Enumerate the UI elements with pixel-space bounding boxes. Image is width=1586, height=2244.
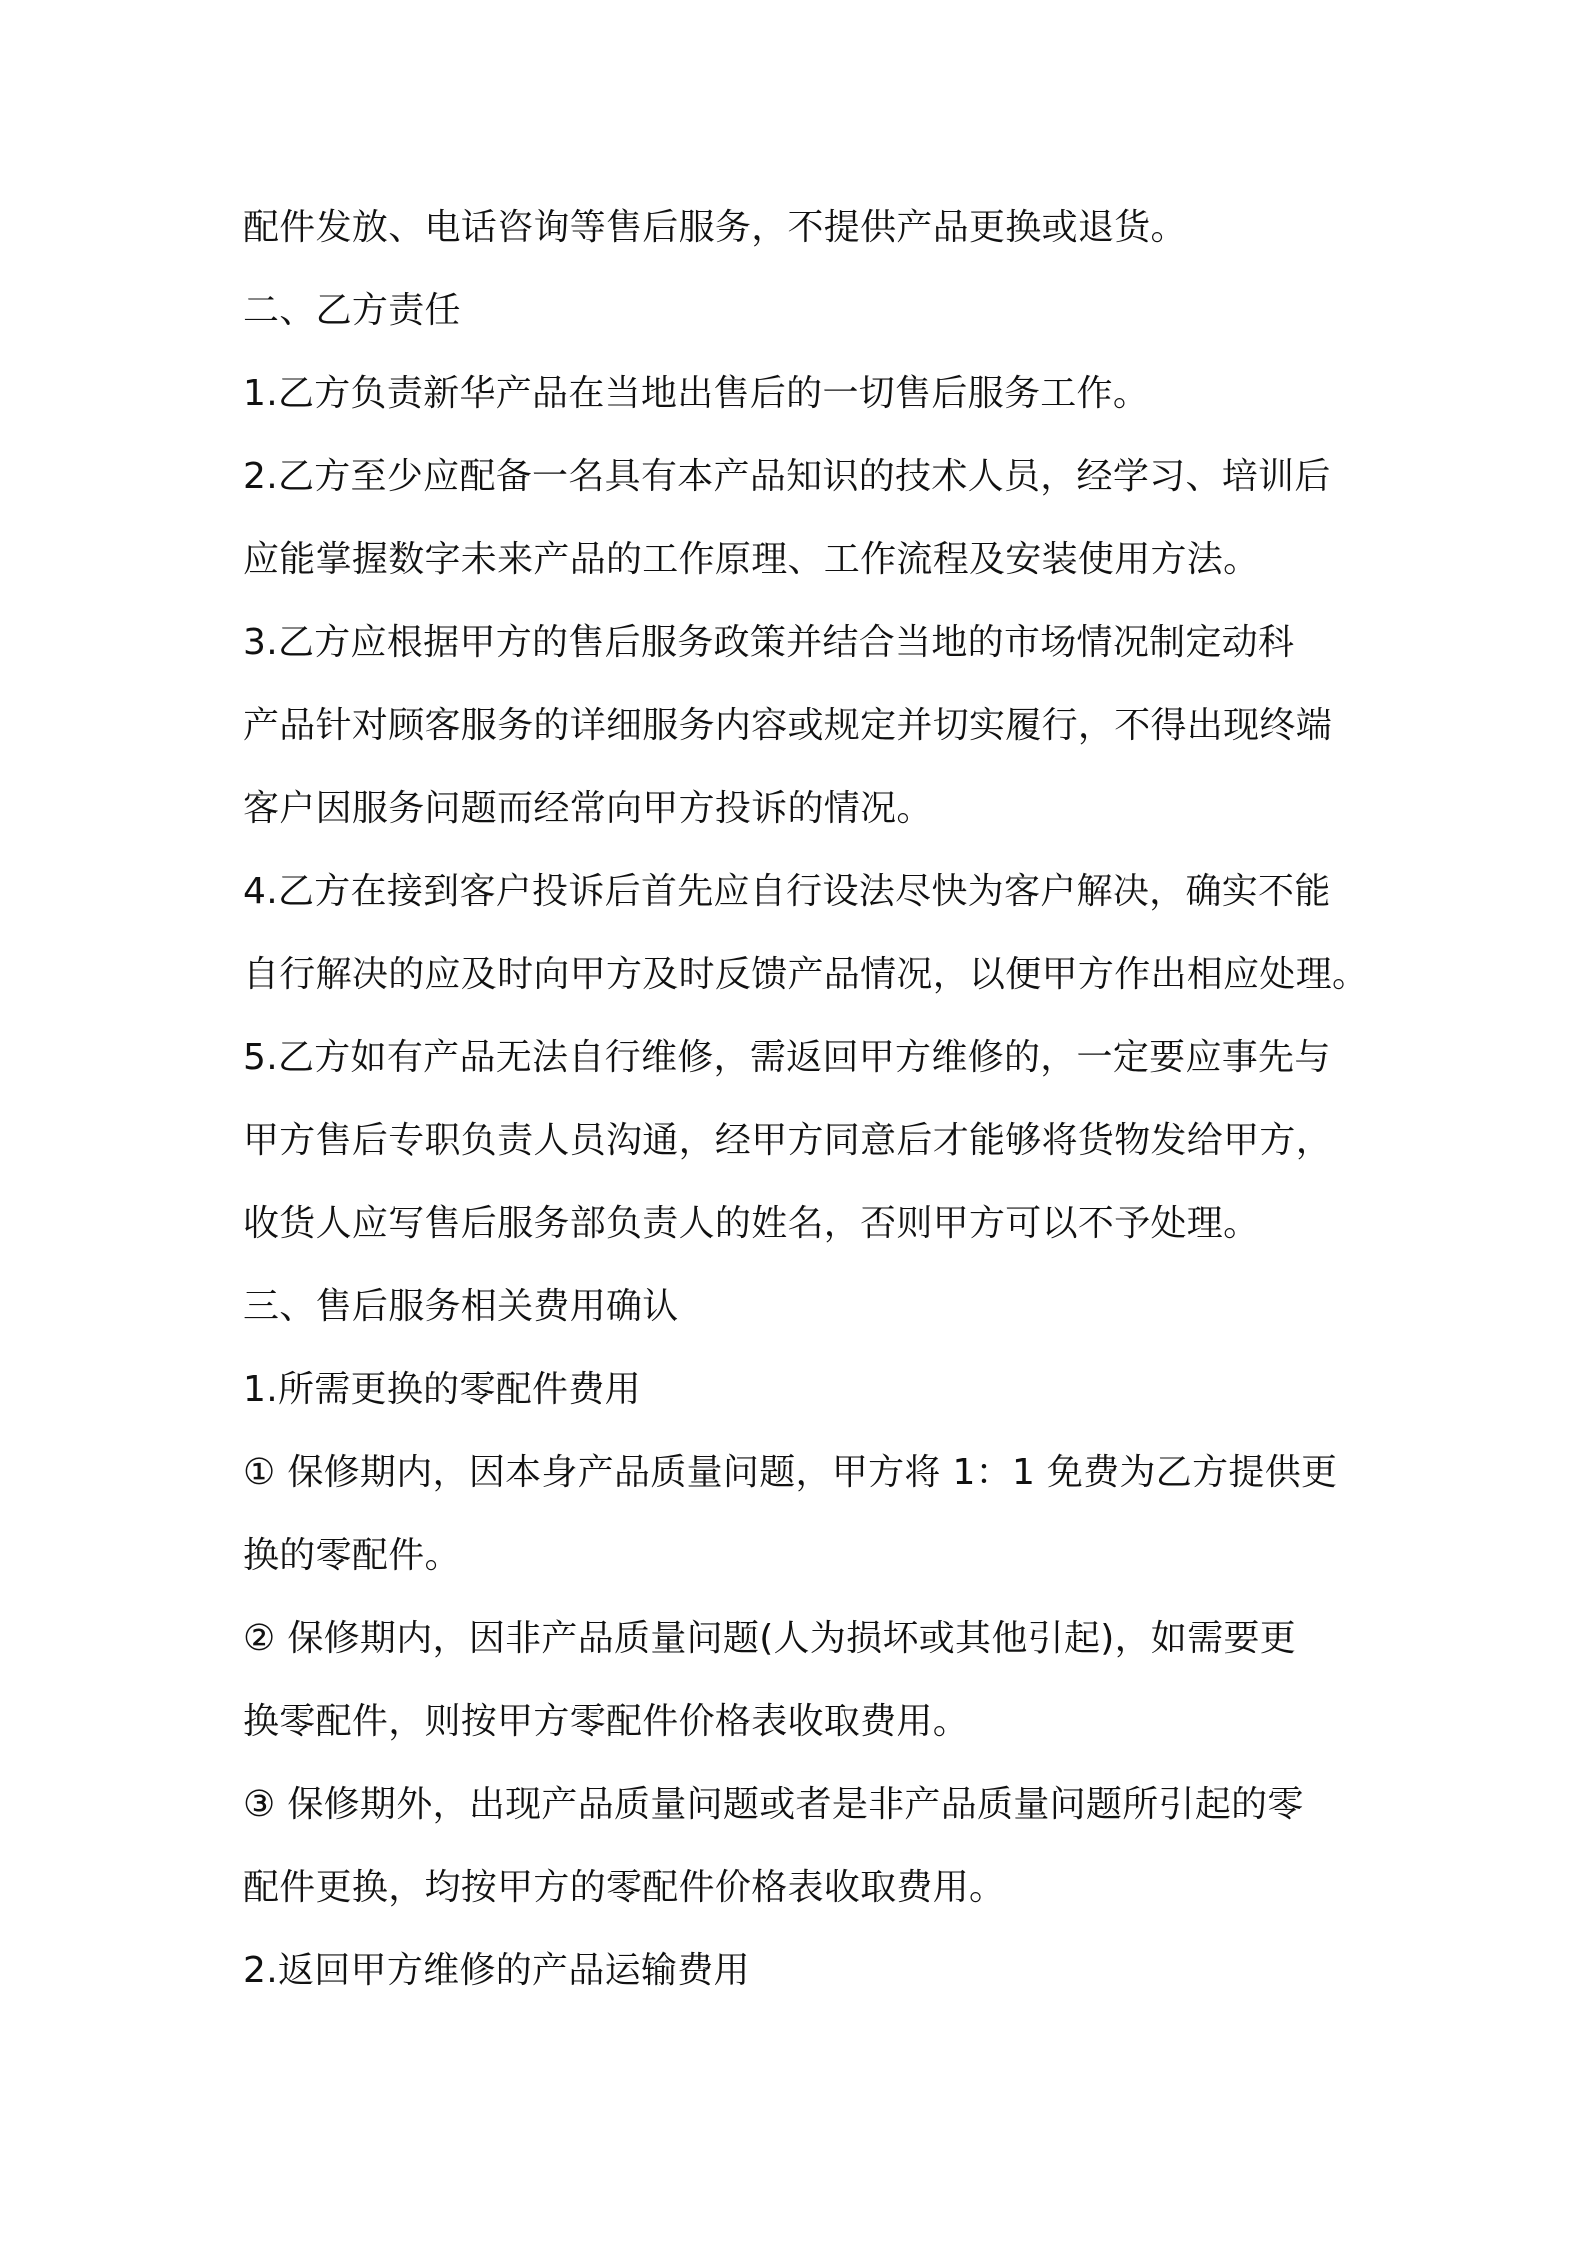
text-line: 2.乙方至少应配备一名具有本产品知识的技术人员，经学习、培训后 xyxy=(243,456,1331,497)
text-line: 4.乙方在接到客户投诉后首先应自行设法尽快为客户解决，确实不能 xyxy=(243,871,1331,912)
text-line: 换的零配件。 xyxy=(243,1535,461,1576)
text-line: ③ 保修期外，出现产品质量问题或者是非产品质量问题所引起的零 xyxy=(243,1784,1304,1825)
text-line: 应能掌握数字未来产品的工作原理、工作流程及安装使用方法。 xyxy=(243,539,1260,580)
section-heading: 二、乙方责任 xyxy=(243,290,461,331)
text-line: 配件发放、电话咨询等售后服务，不提供产品更换或退货。 xyxy=(243,207,1187,248)
text-line: 3.乙方应根据甲方的售后服务政策并结合当地的市场情况制定动科 xyxy=(243,622,1295,663)
text-line: 1.所需更换的零配件费用 xyxy=(243,1369,641,1410)
text-line: 产品针对顾客服务的详细服务内容或规定并切实履行，不得出现终端 xyxy=(243,705,1333,746)
text-line: 甲方售后专职负责人员沟通，经甲方同意后才能够将货物发给甲方， xyxy=(243,1120,1333,1161)
text-line: 客户因服务问题而经常向甲方投诉的情况。 xyxy=(243,788,933,829)
text-line: ② 保修期内，因非产品质量问题(人为损坏或其他引起)，如需要更 xyxy=(243,1618,1297,1659)
text-line: 1.乙方负责新华产品在当地出售后的一切售后服务工作。 xyxy=(243,373,1150,414)
text-line: 换零配件，则按甲方零配件价格表收取费用。 xyxy=(243,1701,970,1742)
text-line: ① 保修期内，因本身产品质量问题，甲方将 1：1 免费为乙方提供更 xyxy=(243,1452,1338,1493)
text-line: 收货人应写售后服务部负责人的姓名，否则甲方可以不予处理。 xyxy=(243,1203,1260,1244)
text-line: 配件更换，均按甲方的零配件价格表收取费用。 xyxy=(243,1867,1006,1908)
text-line: 5.乙方如有产品无法自行维修，需返回甲方维修的，一定要应事先与 xyxy=(243,1037,1331,1078)
section-heading: 三、售后服务相关费用确认 xyxy=(243,1286,679,1327)
text-line: 2.返回甲方维修的产品运输费用 xyxy=(243,1950,750,1991)
text-line: 自行解决的应及时向甲方及时反馈产品情况，以便甲方作出相应处理。 xyxy=(243,954,1369,995)
